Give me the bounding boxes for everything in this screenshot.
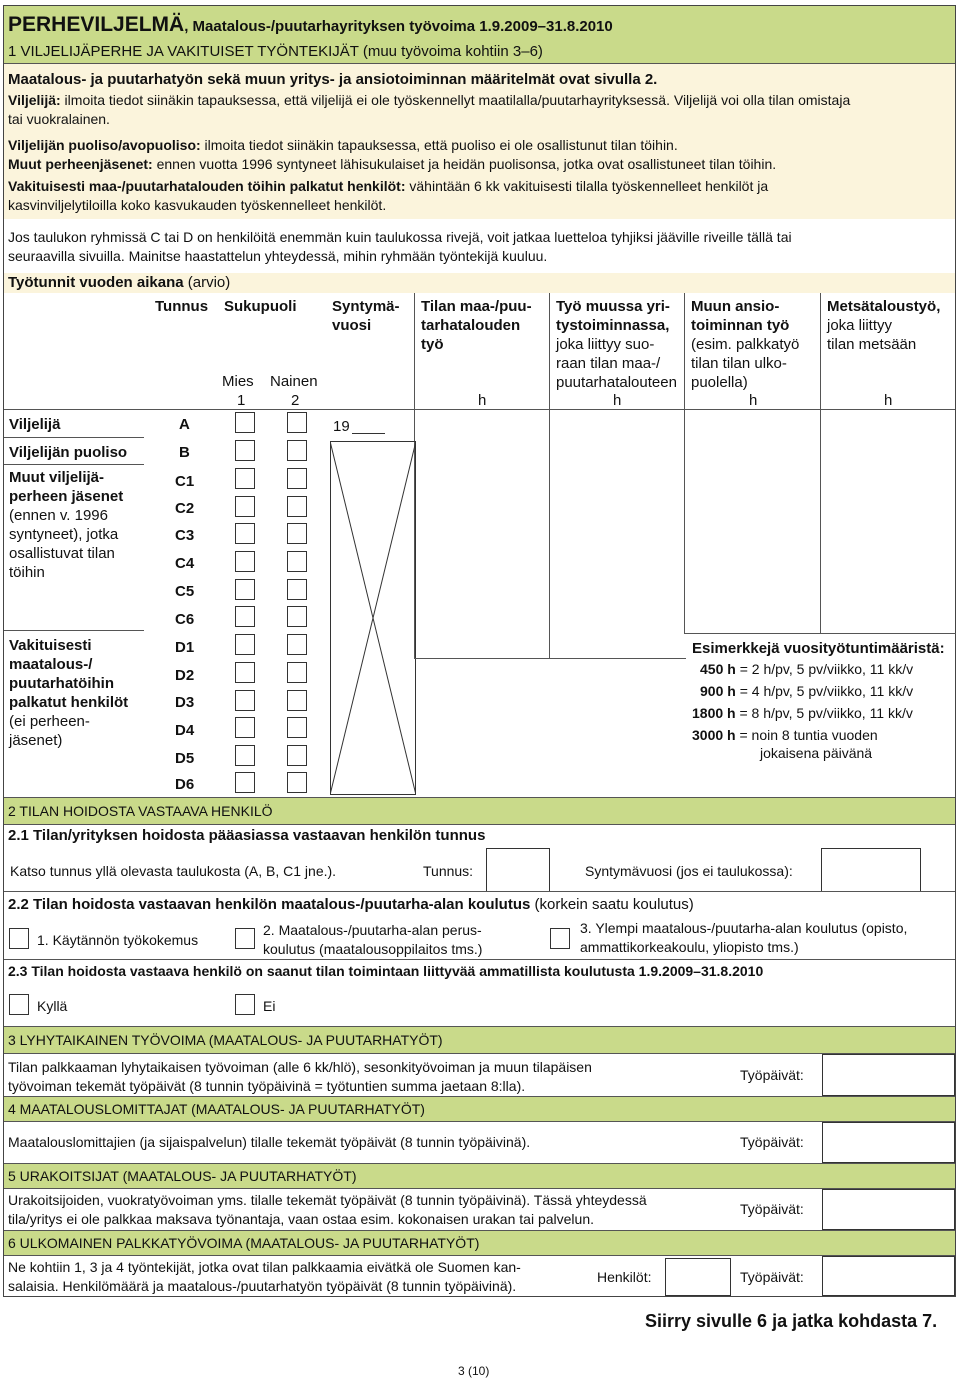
divider bbox=[4, 1163, 955, 1164]
examples-row-bold: 3000 h bbox=[692, 727, 736, 743]
section5-tyopaivat-label: Työpäivät: bbox=[740, 1201, 804, 1217]
opt3-checkbox[interactable] bbox=[550, 928, 570, 949]
col-syntyma-line2: vuosi bbox=[332, 317, 372, 334]
examples-row-bold: 450 h bbox=[700, 661, 736, 677]
muut-text: ennen vuotta 1996 syntyneet lähisukulaiset ja heidän puolisonsa, jotka ovat osallistuneet tilan töihin. bbox=[152, 156, 777, 172]
c1-nainen-checkbox[interactable] bbox=[287, 468, 307, 489]
vakituiset-text2: kasvinviljelytiloilla koko kasvukauden työskennelleet henkilöt. bbox=[8, 197, 387, 213]
examples-row bbox=[700, 682, 913, 701]
c3-mies-checkbox[interactable] bbox=[235, 523, 255, 544]
opt3-l2: ammattikorkeakoulu, yliopisto tms.) bbox=[580, 939, 799, 955]
col-muun-l2: toiminnan työ bbox=[691, 317, 790, 334]
section4-tyopaivat-input[interactable] bbox=[822, 1122, 955, 1163]
viljelija-year-prefix: 19 bbox=[333, 418, 350, 435]
hours-heading-bold: Työtunnit vuoden aikana bbox=[8, 274, 184, 291]
examples-row bbox=[692, 704, 913, 723]
code-d6: D6 bbox=[175, 776, 195, 793]
col-syntymavuosi bbox=[332, 297, 400, 335]
col-mies-num: 1 bbox=[237, 392, 246, 409]
yes-checkbox[interactable] bbox=[9, 994, 29, 1015]
viljelija-text2: tai vuokralainen. bbox=[8, 111, 110, 127]
row-vakituiset bbox=[9, 636, 128, 750]
d1-nainen-checkbox[interactable] bbox=[287, 634, 307, 655]
c1-mies-checkbox[interactable] bbox=[235, 468, 255, 489]
note-line2: seuraavilla sivuilla. Mainitse haastattelun yhteydessä, mihin ryhmään työntekijä kuuluu. bbox=[8, 248, 548, 264]
q21-tunnus-input[interactable] bbox=[486, 848, 550, 892]
row-muut-l4: syntyneet), jotka bbox=[9, 526, 119, 543]
col-syntyma-line1: Syntymä- bbox=[332, 298, 400, 315]
row-vak-l3: puutarhatöihin bbox=[9, 675, 114, 692]
col-muussa-tyo bbox=[556, 297, 677, 392]
puoliso-mies-checkbox[interactable] bbox=[235, 440, 255, 461]
d3-mies-checkbox[interactable] bbox=[235, 690, 255, 711]
code-c3: C3 bbox=[175, 527, 195, 544]
hours-grid-bottom bbox=[684, 633, 956, 634]
divider bbox=[4, 959, 955, 960]
section5-text bbox=[8, 1191, 647, 1229]
q22-label-bold: 2.2 Tilan hoidosta vastaavan henkilön maatalous-/puutarha-alan koulutus bbox=[8, 896, 531, 913]
row-separator bbox=[4, 437, 144, 438]
col-tunnus: Tunnus bbox=[155, 298, 209, 315]
viljelija-def bbox=[8, 91, 953, 129]
c4-mies-checkbox[interactable] bbox=[235, 551, 255, 572]
row-muut-l5: osallistuvat tilan bbox=[9, 545, 115, 562]
row-vak-l1: Vakituisesti bbox=[9, 637, 92, 654]
section6-henkilot-label: Henkilöt: bbox=[597, 1269, 652, 1285]
section3-heading: 3 LYHYTAIKAINEN TYÖVOIMA (MAATALOUS- JA PUUTARHATYÖT) bbox=[8, 1032, 443, 1048]
c4-nainen-checkbox[interactable] bbox=[287, 551, 307, 572]
code-c2: C2 bbox=[175, 500, 195, 517]
q21-label: 2.1 Tilan/yrityksen hoidosta pääasiassa vastaavan henkilön tunnus bbox=[8, 827, 486, 844]
section6-henkilot-input[interactable] bbox=[665, 1258, 731, 1296]
examples-row-bold: 1800 h bbox=[692, 705, 736, 721]
section1-heading bbox=[8, 42, 543, 61]
muut-term: Muut perheenjäsenet: bbox=[8, 156, 153, 172]
code-c1: C1 bbox=[175, 473, 195, 490]
d1-mies-checkbox[interactable] bbox=[235, 634, 255, 655]
col-nainen: Nainen bbox=[270, 373, 318, 390]
col-muussa-l2: tystoiminnassa, bbox=[556, 317, 670, 334]
c5-mies-checkbox[interactable] bbox=[235, 579, 255, 600]
d2-nainen-checkbox[interactable] bbox=[287, 662, 307, 683]
row-separator bbox=[4, 630, 144, 631]
divider bbox=[4, 891, 955, 892]
title-main: PERHEVILJELMÄ bbox=[8, 13, 185, 36]
section3-tyopaivat-label: Työpäivät: bbox=[740, 1067, 804, 1083]
col-muun-l1: Muun ansio- bbox=[691, 298, 780, 315]
col-divider bbox=[684, 293, 685, 633]
unit-h: h bbox=[478, 392, 487, 409]
opt3-label bbox=[580, 919, 907, 957]
col-divider bbox=[549, 293, 550, 658]
d6-nainen-checkbox[interactable] bbox=[287, 772, 307, 793]
examples-row-bold: 900 h bbox=[700, 683, 736, 699]
unit-h: h bbox=[613, 392, 622, 409]
c3-nainen-checkbox[interactable] bbox=[287, 523, 307, 544]
examples-row-rest: = noin 8 tuntia vuoden bbox=[735, 727, 878, 743]
d3-nainen-checkbox[interactable] bbox=[287, 690, 307, 711]
col-metsa-l2: joka liittyy bbox=[827, 317, 893, 334]
divider bbox=[4, 824, 955, 825]
c6-mies-checkbox[interactable] bbox=[235, 606, 255, 627]
examples-title: Esimerkkejä vuosityötuntimääristä: bbox=[692, 640, 945, 657]
col-muun-l3: (esim. palkkatyö bbox=[691, 336, 800, 353]
c2-nainen-checkbox[interactable] bbox=[287, 496, 307, 517]
col-muun-ansio bbox=[691, 297, 799, 392]
d2-mies-checkbox[interactable] bbox=[235, 662, 255, 683]
title-sub: , Maatalous-/puutarhayrityksen työvoima 1.9.2009–31.8.2010 bbox=[184, 18, 613, 35]
col-nainen-num: 2 bbox=[291, 392, 300, 409]
section3-text bbox=[8, 1058, 592, 1096]
section3-text1: Tilan palkkaaman lyhytaikaisen työvoiman (alle 6 kk/hlö), sesonkityövoiman ja muun tilapäisen bbox=[8, 1059, 592, 1075]
col-muussa-l1: Työ muussa yri- bbox=[556, 298, 670, 315]
col-tilan-l2: tarhatalouden bbox=[421, 317, 521, 334]
examples-row bbox=[700, 660, 913, 679]
row-vak-l6: jäsenet) bbox=[9, 732, 63, 749]
section6-text2: salaisia. Henkilömäärä ja maatalous-/puutarhatyön työpäivät (8 tunnin työpäivinä). bbox=[8, 1278, 517, 1294]
puoliso-term: Viljelijän puoliso/avopuoliso: bbox=[8, 137, 201, 153]
divider bbox=[4, 1121, 955, 1122]
col-sukupuoli: Sukupuoli bbox=[224, 298, 297, 315]
code-c5: C5 bbox=[175, 583, 195, 600]
examples-row-rest: = 2 h/pv, 5 pv/viikko, 11 kk/v bbox=[735, 661, 914, 677]
row-vak-l4: palkatut henkilöt bbox=[9, 694, 129, 711]
yes-label: Kyllä bbox=[37, 998, 68, 1014]
examples-row-cont: jokaisena päivänä bbox=[760, 745, 873, 761]
row-muut-l6: töihin bbox=[9, 564, 45, 581]
q21-syntyma-input[interactable] bbox=[821, 848, 921, 892]
code-d1: D1 bbox=[175, 639, 195, 656]
definitions-line: Maatalous- ja puutarhatyön sekä muun yritys- ja ansiotoiminnan määritelmät ovat sivulla 2. bbox=[8, 71, 658, 88]
page-number: 3 (10) bbox=[458, 1364, 490, 1378]
no-label: Ei bbox=[263, 998, 276, 1014]
vakituiset-def bbox=[8, 177, 768, 215]
d5-mies-checkbox[interactable] bbox=[235, 745, 255, 766]
puoliso-text: ilmoita tiedot siinäkin tapauksessa, että puoliso ei ole osallistunut tilan töihin. bbox=[200, 137, 678, 153]
row-muut bbox=[9, 468, 123, 582]
viljelija-year-line[interactable] bbox=[352, 433, 385, 434]
row-puoliso: Viljelijän puoliso bbox=[9, 444, 128, 461]
muut-def bbox=[8, 155, 776, 174]
code-c4: C4 bbox=[175, 555, 195, 572]
table-header-divider bbox=[4, 409, 955, 410]
code-d3: D3 bbox=[175, 694, 195, 711]
col-metsa-l1: Metsätaloustyö, bbox=[827, 298, 941, 315]
section6-heading: 6 ULKOMAINEN PALKKATYÖVOIMA (MAATALOUS- JA PUUTARHATYÖT) bbox=[8, 1235, 480, 1251]
q21-syntyma-label: Syntymävuosi (jos ei taulukossa): bbox=[585, 863, 793, 879]
divider bbox=[4, 63, 955, 64]
row-muut-l2: perheen jäsenet bbox=[9, 488, 124, 505]
unit-h: h bbox=[749, 392, 758, 409]
row-vak-l2: maatalous-/ bbox=[9, 656, 93, 673]
col-muussa-l3: joka liittyy suo- bbox=[556, 336, 655, 353]
c5-nainen-checkbox[interactable] bbox=[287, 579, 307, 600]
opt3-l1: 3. Ylempi maatalous-/puutarha-alan koulutus (opisto, bbox=[580, 920, 908, 936]
section1-heading-note: (muu työvoima kohtiin 3–6) bbox=[358, 43, 543, 60]
section1-heading-bold: 1 VILJELIJÄPERHE JA VAKITUISET TYÖNTEKIJÄT bbox=[8, 43, 359, 60]
hours-grid-bottom bbox=[414, 658, 686, 659]
q21-hint: Katso tunnus yllä olevasta taulukosta (A, B, C1 jne.). bbox=[10, 863, 337, 879]
vakituiset-term: Vakituisesti maa-/puutarhatalouden töihin palkatut henkilöt: bbox=[8, 178, 406, 194]
divider bbox=[4, 1255, 955, 1256]
viljelija-term: Viljelijä: bbox=[8, 92, 61, 108]
q22-label-note: (korkein saatu koulutus) bbox=[530, 896, 694, 913]
divider bbox=[4, 1096, 955, 1097]
section6-tyopaivat-label: Työpäivät: bbox=[740, 1269, 804, 1285]
hours-heading-note: (arvio) bbox=[183, 274, 231, 291]
section3-tyopaivat-input[interactable] bbox=[822, 1054, 955, 1096]
col-tilan-l3: työ bbox=[421, 336, 444, 353]
code-c6: C6 bbox=[175, 611, 195, 628]
puoliso-nainen-checkbox[interactable] bbox=[287, 440, 307, 461]
hours-heading bbox=[8, 273, 230, 292]
q21-tunnus-label: Tunnus: bbox=[423, 863, 474, 879]
row-muut-l3: (ennen v. 1996 bbox=[9, 507, 108, 524]
col-mies: Mies bbox=[222, 373, 254, 390]
section5-tyopaivat-input[interactable] bbox=[822, 1189, 955, 1230]
opt1-label: 1. Käytännön työkokemus bbox=[37, 932, 199, 948]
section4-text: Maatalouslomittajien (ja sijaispalvelun) tilalle tekemät työpäivät (8 tunnin työpäivinä). bbox=[8, 1134, 531, 1150]
row-vak-l5: (ei perheen- bbox=[9, 713, 90, 730]
section6-tyopaivat-input[interactable] bbox=[822, 1256, 955, 1296]
row-separator bbox=[4, 464, 144, 465]
divider bbox=[4, 1026, 955, 1027]
continuation-note bbox=[8, 228, 792, 266]
c6-nainen-checkbox[interactable] bbox=[287, 606, 307, 627]
vakituiset-text1: vähintään 6 kk vakituisesti tilalla työskennelleet henkilöt ja bbox=[405, 178, 769, 194]
col-muun-l4: tilan tilan ulko- bbox=[691, 355, 787, 372]
code-b: B bbox=[179, 444, 190, 461]
section3-text2: työvoiman tekemät työpäivät (8 tunnin työpäivinä = työtuntien summa jaetaan 8:lla). bbox=[8, 1078, 526, 1094]
q23-label: 2.3 Tilan hoidosta vastaava henkilö on saanut tilan toimintaan liittyvää ammatillista koulutusta 1.9.2009–31.8.2010 bbox=[8, 963, 764, 979]
section4-heading: 4 MAATALOUSLOMITTAJAT (MAATALOUS- JA PUUTARHATYÖT) bbox=[8, 1101, 425, 1117]
col-metsa-l3: tilan metsään bbox=[827, 336, 917, 353]
q22-label bbox=[8, 895, 694, 914]
col-tilan-l1: Tilan maa-/puu- bbox=[421, 298, 532, 315]
code-d5: D5 bbox=[175, 750, 195, 767]
viljelija-nainen-checkbox[interactable] bbox=[287, 412, 307, 433]
section4-tyopaivat-label: Työpäivät: bbox=[740, 1134, 804, 1150]
col-muussa-l4: raan tilan maa-/ bbox=[556, 355, 661, 372]
next-instruction: Siirry sivulle 6 ja jatka kohdasta 7. bbox=[645, 1311, 938, 1331]
col-muun-l5: puolella) bbox=[691, 374, 748, 391]
d4-mies-checkbox[interactable] bbox=[235, 717, 255, 738]
row-muut-l1: Muut viljelijä- bbox=[9, 469, 105, 486]
unit-h: h bbox=[884, 392, 893, 409]
opt1-checkbox[interactable] bbox=[9, 928, 29, 949]
section5-text1: Urakoitsijoiden, vuokratyövoiman yms. tilalle tekemät työpäivät (8 tunnin työpäivinä). Tässä yhteydessä bbox=[8, 1192, 647, 1208]
opt2-label bbox=[263, 921, 482, 959]
viljelija-mies-checkbox[interactable] bbox=[235, 412, 255, 433]
d4-nainen-checkbox[interactable] bbox=[287, 717, 307, 738]
col-metsatalous bbox=[827, 297, 940, 354]
d6-mies-checkbox[interactable] bbox=[235, 772, 255, 793]
code-d2: D2 bbox=[175, 667, 195, 684]
note-line1: Jos taulukon ryhmissä C tai D on henkilöitä enemmän kuin taulukossa rivejä, voit jatkaa luetteloa tyhjiksi jääville riveille tällä tai bbox=[8, 229, 792, 245]
puoliso-def bbox=[8, 136, 678, 155]
section6-text bbox=[8, 1258, 521, 1296]
col-divider bbox=[820, 293, 821, 633]
divider bbox=[4, 1230, 955, 1231]
divider bbox=[4, 1188, 955, 1189]
section5-heading: 5 URAKOITSIJAT (MAATALOUS- JA PUUTARHATYÖT) bbox=[8, 1168, 357, 1184]
d5-nainen-checkbox[interactable] bbox=[287, 745, 307, 766]
opt2-l1: 2. Maatalous-/puutarha-alan perus- bbox=[263, 922, 482, 938]
page-title bbox=[8, 13, 613, 37]
code-a: A bbox=[179, 416, 190, 433]
section5-text2: tila/yritys ei ole palkkaa maksava työnantaja, vaan ostaa esim. kokonaisen urakan tai palvelun. bbox=[8, 1211, 594, 1227]
viljelija-text1: ilmoita tiedot siinäkin tapauksessa, että viljelijä ei ole työskennellyt maatilalla/puutarhayrityksessä. Viljelijä voi olla tilan omistaja bbox=[60, 92, 851, 108]
no-checkbox[interactable] bbox=[235, 994, 255, 1015]
c2-mies-checkbox[interactable] bbox=[235, 496, 255, 517]
examples-row-rest: = 8 h/pv, 5 pv/viikko, 11 kk/v bbox=[735, 705, 913, 721]
col-tilan-tyo bbox=[421, 297, 532, 354]
divider bbox=[4, 1053, 955, 1054]
examples-row bbox=[692, 726, 878, 745]
opt2-checkbox[interactable] bbox=[235, 928, 255, 949]
divider bbox=[4, 797, 955, 798]
section6-text1: Ne kohtiin 1, 3 ja 4 työntekijät, jotka ovat tilan palkkaamia eivätkä ole Suomen kan- bbox=[8, 1259, 521, 1275]
code-d4: D4 bbox=[175, 722, 195, 739]
examples-row-rest: = 4 h/pv, 5 pv/viikko, 11 kk/v bbox=[735, 683, 914, 699]
opt2-l2: koulutus (maatalousoppilaitos tms.) bbox=[263, 941, 483, 957]
col-muussa-l5: puutarhatalouteen bbox=[556, 374, 677, 391]
crossed-out-area bbox=[330, 441, 416, 795]
section2-heading: 2 TILAN HOIDOSTA VASTAAVA HENKILÖ bbox=[8, 803, 273, 819]
row-viljelija: Viljelijä bbox=[9, 416, 61, 433]
